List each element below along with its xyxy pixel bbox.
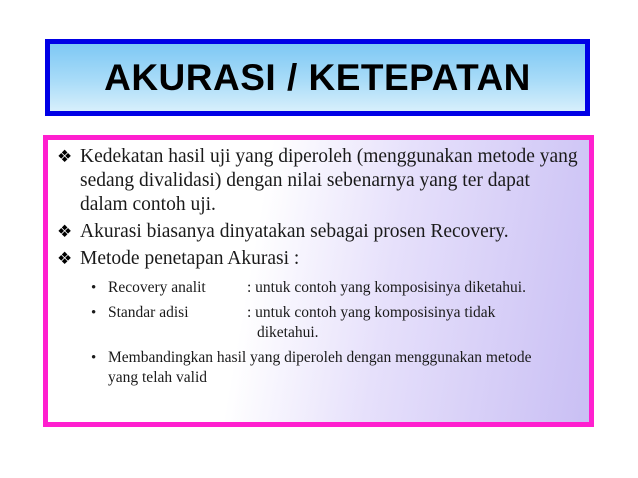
method-description: : untuk contoh yang komposisinya tidak xyxy=(247,304,496,321)
bullet-item xyxy=(56,220,579,244)
bullet-text: Akurasi biasanya dinyatakan sebagai prosen Recovery. xyxy=(80,221,509,242)
sub-bullet-list xyxy=(80,278,579,388)
title-box xyxy=(45,39,590,116)
method-description-group xyxy=(247,303,579,343)
diamond-bullet-icon: ❖ xyxy=(57,249,73,269)
dot-bullet-icon: • xyxy=(91,350,97,366)
bullet-text: Kedekatan hasil uji yang diperoleh (menggunakan metode yang sedang divalidasi) dengan nilai sebenarnya yang ter dapat dalam contoh uji. xyxy=(80,146,578,215)
sub-bullet-item xyxy=(80,348,579,388)
slide-title: AKURASI / KETEPATAN xyxy=(104,56,531,98)
bullet-item xyxy=(56,145,579,217)
main-bullet-list xyxy=(56,145,579,393)
dot-bullet-icon: • xyxy=(91,305,97,321)
diamond-bullet-icon: ❖ xyxy=(57,222,73,242)
dot-bullet-icon: • xyxy=(91,280,97,296)
method-description: : untuk contoh yang komposisinya diketahui. xyxy=(247,279,526,296)
method-label: Recovery analit xyxy=(108,279,206,296)
sub-bullet-item xyxy=(80,278,579,298)
diamond-bullet-icon: ❖ xyxy=(57,147,73,167)
bullet-item xyxy=(56,247,579,388)
bullet-text: Metode penetapan Akurasi : xyxy=(80,248,300,269)
method-label: Standar adisi xyxy=(108,304,189,321)
method-text: Membandingkan hasil yang diperoleh dengan menggunakan metode yang telah valid xyxy=(108,349,532,386)
method-description-continued: diketahui. xyxy=(257,324,319,341)
content-box xyxy=(43,135,594,427)
sub-bullet-item xyxy=(80,303,579,343)
